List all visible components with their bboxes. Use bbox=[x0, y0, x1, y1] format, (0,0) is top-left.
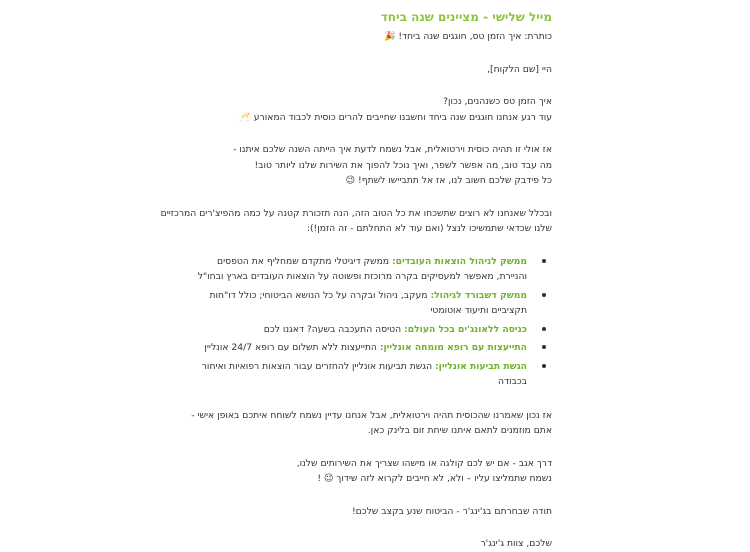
feature-label: התייעצות עם רופא מומחה אונליין: bbox=[379, 342, 527, 353]
feature-item bbox=[192, 322, 527, 338]
paragraph-1-line-2: עוד רגע אנחנו חוגגים שנה ביחד וחשבנו שחייבים להרים כוסית לכבוד המאורע 🥂 bbox=[239, 111, 552, 123]
paragraph-5-line-1: דרך אגב - אם יש לכם קולגה או מישהו שצריך את השירותים שלנו, bbox=[296, 457, 552, 469]
paragraph-2-line-1: אז אולי זו תהיה כוסית וירטואלית, אבל נשמח לדעת איך הייתה השנה שלכם איתנו - bbox=[233, 144, 552, 155]
email-draft bbox=[160, 9, 552, 552]
paragraph-3-line-1: ובכלל שאנחנו לא רוצים שתשכחו את כל הטוב הזה, הנה תזכורת קטנה על כמה מהפיצ'רים המרכזיים bbox=[160, 207, 552, 219]
bullet-icon bbox=[542, 327, 546, 331]
bullet-icon bbox=[542, 345, 546, 349]
feature-label: הגשת תביעות אונליין: bbox=[435, 360, 527, 372]
paragraph-6: תודה שבחרתם בג'ינג'ר - הביטוח שנע בקצב שלכם! bbox=[351, 505, 552, 517]
email-signoff: שלכם, צוות ג'ינג'ר bbox=[480, 538, 552, 549]
bullet-icon bbox=[542, 259, 546, 263]
feature-item bbox=[192, 254, 527, 285]
email-greeting: היי [שם הלקוח], bbox=[487, 63, 552, 75]
feature-text: הגשת תביעות אונליין להחזרים עבור הוצאות רפואיות ואיחור בכבודה bbox=[201, 360, 527, 387]
paragraph-4-line-1: אז נכון שאמרנו שהכוסית תהיה וירטואלית, אבל אנחנו עדיין נשמח לשוחח איתכם באופן אישי - bbox=[191, 409, 552, 421]
paragraph-2-line-2: מה עבד טוב, מה אפשר לשפר, ואיך נוכל להפוך את השירות שלנו ליותר טוב! bbox=[254, 159, 552, 171]
bullet-icon bbox=[542, 293, 546, 297]
feature-item bbox=[192, 359, 527, 390]
feature-label: ממשק לניהול הוצאות העובדים: bbox=[391, 255, 527, 267]
email-title: מייל שלישי - מציינים שנה ביחד bbox=[380, 10, 552, 24]
paragraph-4-line-2: אתם מוזמנים לתאם איתנו שיחת זום בלינק כאן. bbox=[367, 425, 552, 436]
paragraph-3-line-2: שלנו שכדאי שתמשיכו לנצל (ואם עוד לא התחלתם - זה הזמן!): bbox=[306, 223, 552, 234]
feature-item bbox=[192, 288, 527, 319]
feature-text: מעקב, ניהול ובקרה על כל הנושא הביטוחי; כולל דו"חות תקציביים ותיעוד אוטומטי bbox=[209, 289, 527, 316]
email-subject: כותרת: איך הזמן טס, חוגגים שנה ביחד! 🎉 bbox=[384, 31, 552, 42]
feature-text: הטיסה התעכבה בשעה? דאגנו לכם bbox=[263, 323, 405, 335]
feature-item bbox=[192, 340, 527, 356]
bullet-icon bbox=[542, 364, 546, 368]
feature-label: ממשק דשבורד לגיהול: bbox=[430, 289, 527, 301]
feature-text: ממשק דיגיטלי מתקדם שמחליף את הטפסים והניירת, מאפשר למעסיקים בקרה מרוכזת ופשוטה על הוצאות העובדים בארץ ובחו"ל bbox=[197, 255, 527, 282]
feature-list bbox=[192, 254, 552, 390]
feature-text: התייעצות ללא תשלום עם רופא 24/7 אונליין bbox=[204, 342, 380, 353]
feature-label: כניסה ללאונג'ים בכל העולם: bbox=[404, 323, 527, 335]
paragraph-1-line-1: איך הזמן טס כשנהנים, נכון? bbox=[443, 96, 552, 107]
paragraph-2-line-3: כל פידבק שלכם חשוב לנו, אז אל תתביישו לשתף! 😉 bbox=[345, 175, 552, 186]
paragraph-5-line-2: נשמח שתמליצו עליו – ולא, לא חייבים לקרוא לזה שידוך 😉 ! bbox=[317, 473, 552, 484]
